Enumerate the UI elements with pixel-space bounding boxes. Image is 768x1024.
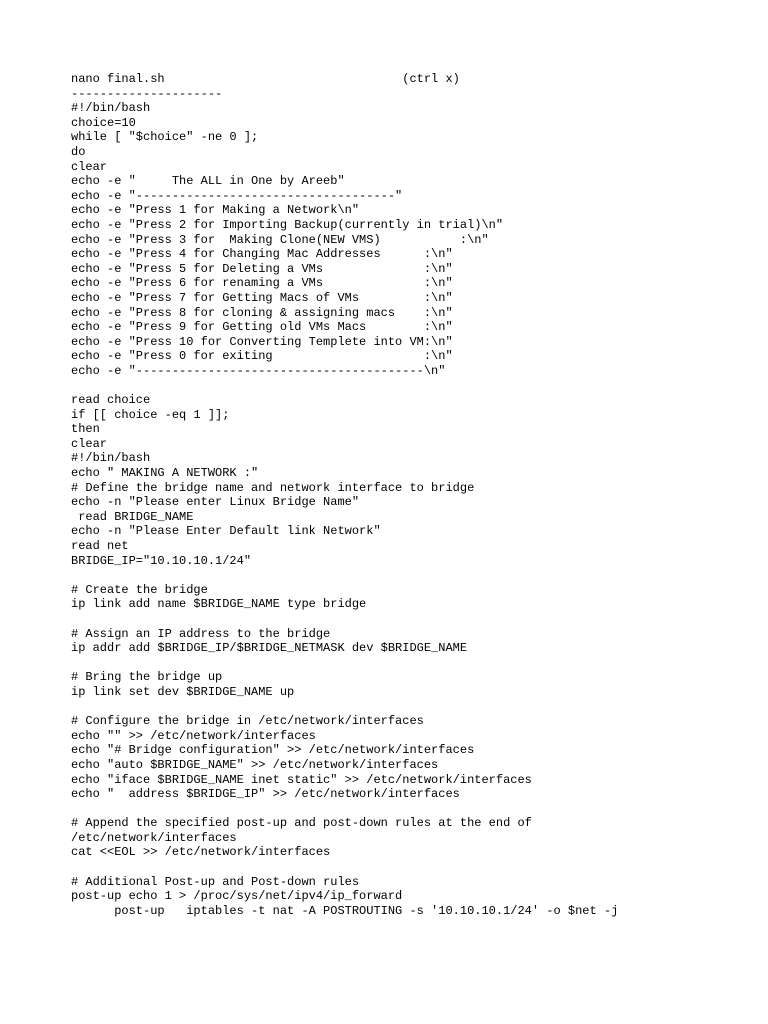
text-line: echo " address $BRIDGE_IP" >> /etc/network/interfaces — [71, 787, 460, 802]
text-line: echo -e " The ALL in One by Areeb" — [71, 174, 345, 189]
text-line: post-up echo 1 > /proc/sys/net/ipv4/ip_forward — [71, 889, 403, 904]
text-line: read choice — [71, 393, 151, 408]
text-line: BRIDGE_IP="10.10.10.1/24" — [71, 553, 252, 568]
text-line: # Configure the bridge in /etc/network/interfaces — [71, 714, 424, 729]
text-line: then — [71, 422, 100, 437]
text-line: echo -n "Please enter Linux Bridge Name" — [71, 495, 360, 510]
text-line: echo -e "Press 7 for Getting Macs of VMs :\n" — [71, 290, 453, 305]
text-line: # Assign an IP address to the bridge — [71, 626, 331, 641]
text-line: /etc/network/interfaces — [71, 830, 237, 845]
text-line: echo -e "Press 3 for Making Clone(NEW VMS) :\n" — [71, 232, 489, 247]
text-line: # Bring the bridge up — [71, 670, 223, 685]
text-line: # Define the bridge name and network interface to bridge — [71, 480, 475, 495]
text-line: if [[ choice -eq 1 ]]; — [71, 407, 230, 422]
text-line: do — [71, 144, 86, 159]
text-line: echo -e "Press 2 for Importing Backup(currently in trial)\n" — [71, 217, 504, 232]
text-line: # Additional Post-up and Post-down rules — [71, 874, 360, 889]
text-line — [71, 802, 761, 817]
text-line: echo "auto $BRIDGE_NAME" >> /etc/network/interfaces — [71, 757, 439, 772]
text-line — [71, 860, 761, 875]
text-line: echo -e "Press 9 for Getting old VMs Macs :\n" — [71, 320, 453, 335]
text-line: choice=10 — [71, 115, 136, 130]
text-line: ip link set dev $BRIDGE_NAME up — [71, 684, 295, 699]
text-line: read net — [71, 539, 129, 553]
text-line: --------------------- — [71, 86, 223, 101]
text-line: clear — [71, 436, 108, 451]
text-line: cat <<EOL >> /etc/network/interfaces — [71, 845, 331, 860]
text-line: echo -e "Press 6 for renaming a VMs :\n" — [71, 276, 453, 291]
text-line: read BRIDGE_NAME — [71, 509, 194, 524]
text-line: echo -e "Press 10 for Converting Templete into VM:\n" — [71, 334, 453, 349]
text-line — [71, 700, 761, 715]
text-line: echo " MAKING A NETWORK :" — [71, 466, 259, 481]
text-line: echo "# Bridge configuration" >> /etc/network/interfaces — [71, 743, 475, 758]
text-line: clear — [71, 159, 108, 174]
text-line: #!/bin/bash — [71, 101, 151, 116]
text-line: # Create the bridge — [71, 582, 208, 597]
text-line — [71, 612, 761, 627]
text-line: echo -e "------------------------------------" — [71, 188, 403, 203]
text-line: ip addr add $BRIDGE_IP/$BRIDGE_NETMASK dev $BRIDGE_NAME — [71, 641, 468, 656]
text-line: echo -e "Press 1 for Making a Network\n" — [71, 203, 360, 218]
text-line: echo -e "Press 4 for Changing Mac Addresses :\n" — [71, 247, 453, 262]
text-line: nano final.sh (ctrl x) — [71, 72, 460, 86]
text-line: #!/bin/bash — [71, 451, 151, 466]
text-line: echo "" >> /etc/network/interfaces — [71, 728, 316, 743]
text-line: while [ "$choice" -ne 0 ]; — [71, 130, 259, 145]
text-line: # Append the specified post-up and post-down rules at the end of — [71, 816, 532, 831]
text-line: post-up iptables -t nat -A POSTROUTING -s '10.10.10.1/24' -o $net -j — [71, 903, 619, 918]
text-line: ip link add name $BRIDGE_NAME type bridge — [71, 597, 367, 612]
text-line — [71, 568, 761, 583]
text-line: echo -e "Press 0 for exiting :\n" — [71, 349, 453, 364]
document-page — [71, 72, 761, 918]
text-line: echo -e "Press 8 for cloning & assigning macs :\n" — [71, 305, 453, 320]
text-line: echo -e "----------------------------------------\n" — [71, 363, 446, 378]
text-line — [71, 378, 761, 393]
text-line — [71, 656, 761, 671]
text-line: echo -n "Please Enter Default link Network" — [71, 524, 381, 539]
text-line: echo -e "Press 5 for Deleting a VMs :\n" — [71, 261, 453, 276]
text-line: echo "iface $BRIDGE_NAME inet static" >> /etc/network/interfaces — [71, 772, 532, 787]
